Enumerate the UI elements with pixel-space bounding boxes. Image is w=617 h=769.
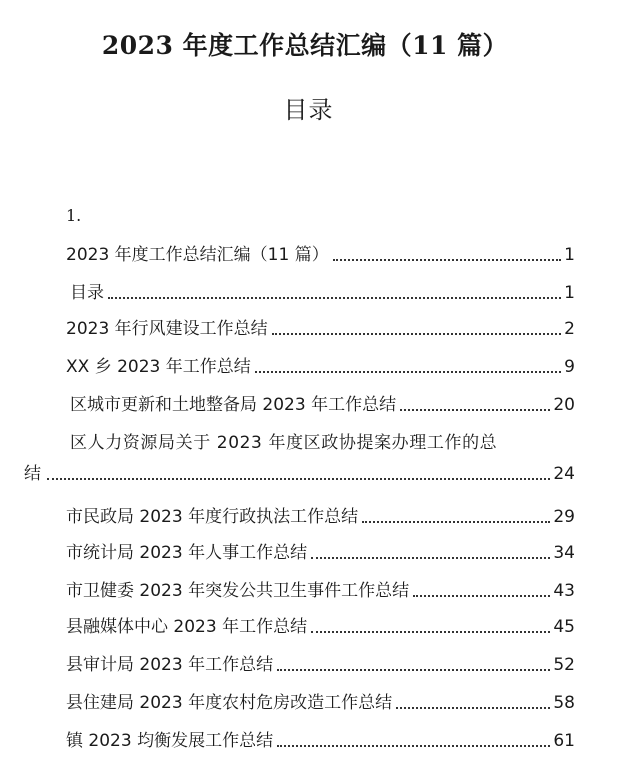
toc-entry-title: 市民政局 2023 年度行政执法工作总结 [66,507,359,527]
toc-entry[interactable] [66,354,575,378]
toc-entry-title: 市卫健委 2023 年突发公共卫生事件工作总结 [66,581,410,601]
toc-entry-title: 市统计局 2023 年人事工作总结 [66,543,308,563]
toc-leader-dots [413,595,550,597]
toc-leader-dots [400,409,550,411]
toc-entry-title: 县审计局 2023 年工作总结 [66,655,274,675]
toc-entry-title: 区城市更新和土地整备局 2023 年工作总结 [70,395,397,415]
toc-leader-dots [311,557,550,559]
toc-leader-dots [277,669,550,671]
toc-leader-dots [362,521,550,523]
toc-entry-page: 24 [553,464,575,484]
toc-entry-page: 29 [553,507,575,527]
toc-leader-dots [108,297,561,299]
toc-entry-title: 镇 2023 均衡发展工作总结 [66,731,274,751]
toc-entry-page: 1 [564,245,575,265]
toc-entry-title: 2023 年行风建设工作总结 [66,319,268,339]
toc-entry[interactable] [66,652,575,676]
toc-entry[interactable] [66,578,575,602]
toc-entry[interactable] [70,392,575,416]
toc-entry-title: 县融媒体中心 2023 年工作总结 [66,617,308,637]
toc-entry-title-continued: 结 [24,464,41,484]
toc-entry-page: 20 [553,395,575,415]
toc-entry-title: 2023 年度工作总结汇编（11 篇） [66,245,329,265]
toc-entry-page: 58 [553,693,575,713]
toc-entry[interactable] [66,614,575,638]
toc-entry-page: 34 [553,543,575,563]
toc-entry[interactable] [66,504,575,528]
toc-entry-page: 9 [564,357,575,377]
toc-entry-continuation [24,461,575,485]
toc-leader-dots [333,259,561,261]
toc-entry[interactable] [66,316,575,340]
toc-entry-title: 目录 [70,283,104,303]
toc-entry-page: 61 [553,731,575,751]
toc-entry[interactable] [66,242,575,266]
toc-leader-dots [272,333,562,335]
toc-leader-dots [47,478,550,480]
toc-entry[interactable] [66,540,575,564]
toc-entry-page: 1 [564,283,575,303]
toc-leader-dots [277,745,550,747]
toc-entry[interactable] [66,728,575,752]
toc-leader-dots [396,707,550,709]
toc-entry-page: 2 [564,319,575,339]
toc-entry-page: 45 [553,617,575,637]
toc-heading: 目录 [283,96,334,124]
toc-entry-title: XX 乡 2023 年工作总结 [66,357,251,377]
toc-entry-page: 52 [553,655,575,675]
toc-entry[interactable] [70,280,575,304]
toc-entry-title: 区人力资源局关于 2023 年度区政协提案办理工作的总 [70,433,498,453]
toc-entry[interactable] [66,690,575,714]
toc-entry-title: 县住建局 2023 年度农村危房改造工作总结 [66,693,393,713]
document-title: 2023 年度工作总结汇编（11 篇） [101,31,509,60]
toc-entry-page: 43 [553,581,575,601]
toc-leader-dots [311,631,550,633]
toc-leader-dots [255,371,561,373]
list-number: 1. [66,206,82,225]
